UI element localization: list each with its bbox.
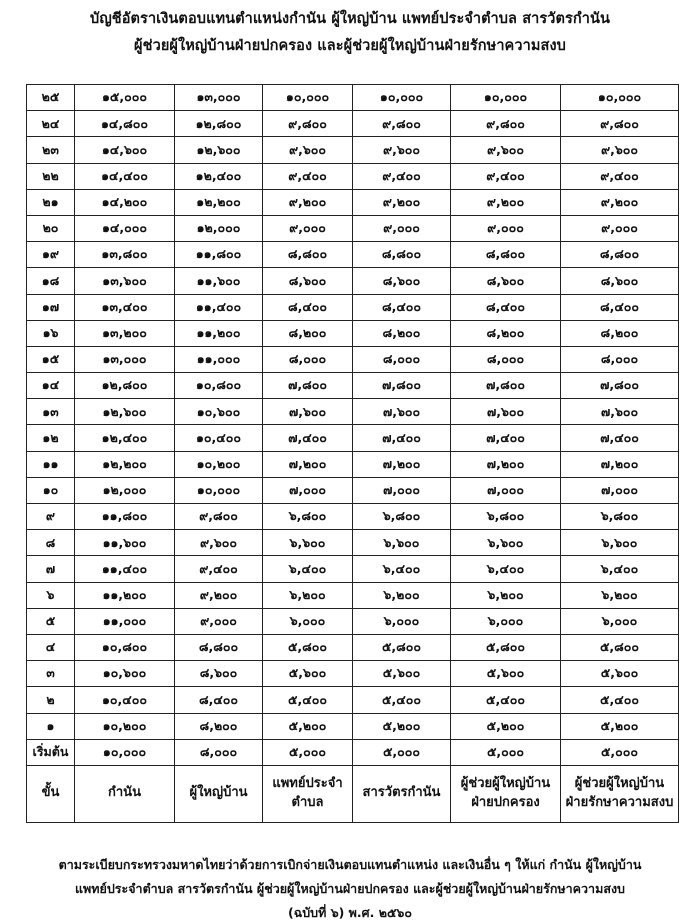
cell-kamnan: ๑๕,๐๐๐ [75, 85, 175, 111]
cell-assistant-admin: ๑๐,๐๐๐ [451, 85, 561, 111]
header-label-line-2: ตำบล [291, 794, 324, 810]
cell-assistant-admin: ๖,๔๐๐ [451, 556, 561, 582]
table-row [27, 687, 679, 713]
cell-assistant-admin: ๕,๔๐๐ [451, 687, 561, 713]
cell-assistant-security: ๗,๖๐๐ [561, 399, 679, 425]
cell-assistant-security: ๖,๐๐๐ [561, 608, 679, 634]
cell-tambon-doctor: ๗,๖๐๐ [263, 399, 353, 425]
cell-assistant-security: ๙,๒๐๐ [561, 189, 679, 215]
cell-step: ๑๐ [27, 477, 75, 503]
cell-tambon-doctor: ๘,๖๐๐ [263, 268, 353, 294]
cell-tambon-doctor: ๙,๖๐๐ [263, 137, 353, 163]
cell-tambon-doctor: ๗,๒๐๐ [263, 451, 353, 477]
table-row [27, 320, 679, 346]
cell-assistant-security: ๘,๐๐๐ [561, 346, 679, 372]
cell-assistant-security: ๖,๖๐๐ [561, 530, 679, 556]
table-row [27, 111, 679, 137]
cell-kamnan-inspector: ๘,๘๐๐ [353, 242, 451, 268]
cell-step: ๑๖ [27, 320, 75, 346]
table-row [27, 399, 679, 425]
table-row [27, 137, 679, 163]
cell-village-head: ๙,๐๐๐ [175, 608, 263, 634]
cell-village-head: ๑๒,๘๐๐ [175, 111, 263, 137]
cell-kamnan: ๑๔,๒๐๐ [75, 189, 175, 215]
cell-kamnan-inspector: ๖,๒๐๐ [353, 582, 451, 608]
cell-village-head: ๑๒,๒๐๐ [175, 189, 263, 215]
cell-kamnan: ๑๑,๐๐๐ [75, 608, 175, 634]
header-label-line-2: ฝ่ายปกครอง [471, 794, 540, 810]
header-label: ผู้ใหญ่บ้าน [189, 785, 248, 801]
cell-assistant-admin: ๙,๒๐๐ [451, 189, 561, 215]
table-row [27, 425, 679, 451]
cell-kamnan-inspector: ๙,๐๐๐ [353, 215, 451, 241]
cell-village-head: ๘,๘๐๐ [175, 634, 263, 660]
cell-kamnan: ๑๔,๘๐๐ [75, 111, 175, 137]
table-row [27, 373, 679, 399]
cell-assistant-admin: ๖,๖๐๐ [451, 530, 561, 556]
cell-kamnan-inspector: ๕,๔๐๐ [353, 687, 451, 713]
cell-kamnan: ๑๑,๒๐๐ [75, 582, 175, 608]
cell-step: ๒๔ [27, 111, 75, 137]
cell-assistant-admin: ๕,๖๐๐ [451, 661, 561, 687]
table-row [27, 477, 679, 503]
cell-kamnan: ๑๔,๔๐๐ [75, 163, 175, 189]
header-assistant-security [561, 765, 679, 822]
cell-kamnan-inspector: ๗,๒๐๐ [353, 451, 451, 477]
cell-kamnan: ๑๓,๔๐๐ [75, 294, 175, 320]
cell-step: ๒ [27, 687, 75, 713]
cell-kamnan-inspector: ๙,๔๐๐ [353, 163, 451, 189]
table-row [27, 215, 679, 241]
cell-assistant-security: ๙,๔๐๐ [561, 163, 679, 189]
cell-village-head: ๑๓,๐๐๐ [175, 85, 263, 111]
cell-assistant-security: ๕,๐๐๐ [561, 739, 679, 765]
cell-kamnan-inspector: ๕,๒๐๐ [353, 713, 451, 739]
cell-tambon-doctor: ๖,๔๐๐ [263, 556, 353, 582]
cell-kamnan: ๑๓,๒๐๐ [75, 320, 175, 346]
cell-assistant-security: ๘,๘๐๐ [561, 242, 679, 268]
cell-step: ๑๒ [27, 425, 75, 451]
cell-tambon-doctor: ๗,๐๐๐ [263, 477, 353, 503]
cell-kamnan: ๑๑,๔๐๐ [75, 556, 175, 582]
table-row [27, 504, 679, 530]
cell-assistant-admin: ๗,๔๐๐ [451, 425, 561, 451]
cell-assistant-security: ๘,๒๐๐ [561, 320, 679, 346]
header-label-line-2: ฝ่ายรักษาความสงบ [565, 794, 674, 810]
cell-kamnan-inspector: ๕,๖๐๐ [353, 661, 451, 687]
cell-assistant-security: ๙,๖๐๐ [561, 137, 679, 163]
table-row [27, 268, 679, 294]
cell-assistant-admin: ๘,๘๐๐ [451, 242, 561, 268]
cell-assistant-admin: ๘,๖๐๐ [451, 268, 561, 294]
cell-step: ๒๓ [27, 137, 75, 163]
cell-kamnan-inspector: ๑๐,๐๐๐ [353, 85, 451, 111]
cell-kamnan: ๑๓,๖๐๐ [75, 268, 175, 294]
cell-village-head: ๑๐,๒๐๐ [175, 451, 263, 477]
cell-kamnan: ๑๐,๘๐๐ [75, 634, 175, 660]
cell-assistant-security: ๖,๘๐๐ [561, 504, 679, 530]
cell-assistant-admin: ๖,๐๐๐ [451, 608, 561, 634]
cell-village-head: ๑๒,๐๐๐ [175, 215, 263, 241]
cell-kamnan-inspector: ๕,๘๐๐ [353, 634, 451, 660]
cell-assistant-admin: ๘,๔๐๐ [451, 294, 561, 320]
table-row [27, 242, 679, 268]
cell-kamnan-inspector: ๖,๐๐๐ [353, 608, 451, 634]
cell-kamnan: ๑๒,๘๐๐ [75, 373, 175, 399]
cell-assistant-admin: ๖,๒๐๐ [451, 582, 561, 608]
table-body [27, 85, 679, 823]
cell-village-head: ๘,๖๐๐ [175, 661, 263, 687]
cell-tambon-doctor: ๖,๒๐๐ [263, 582, 353, 608]
table-row [27, 451, 679, 477]
cell-kamnan-inspector: ๘,๔๐๐ [353, 294, 451, 320]
header-step [27, 765, 75, 822]
table-row [27, 346, 679, 372]
footer-line-1: ตามระเบียบกระทรวงมหาดไทยว่าด้วยการเบิกจ่ายเงินตอบแทนตำแหน่ง และเงินอื่น ๆ ให้แก่ กำนัน ผู้ใหญ่บ้าน [58, 857, 642, 872]
cell-kamnan-inspector: ๘,๖๐๐ [353, 268, 451, 294]
header-village-head [175, 765, 263, 822]
cell-assistant-admin: ๙,๖๐๐ [451, 137, 561, 163]
cell-kamnan: ๑๒,๒๐๐ [75, 451, 175, 477]
cell-step: ๑๗ [27, 294, 75, 320]
cell-tambon-doctor: ๖,๐๐๐ [263, 608, 353, 634]
cell-step: ๘ [27, 530, 75, 556]
cell-village-head: ๑๐,๘๐๐ [175, 373, 263, 399]
cell-village-head: ๙,๘๐๐ [175, 504, 263, 530]
cell-village-head: ๙,๖๐๐ [175, 530, 263, 556]
cell-step: ๖ [27, 582, 75, 608]
cell-village-head: ๑๑,๐๐๐ [175, 346, 263, 372]
cell-assistant-admin: ๕,๒๐๐ [451, 713, 561, 739]
cell-tambon-doctor: ๙,๒๐๐ [263, 189, 353, 215]
cell-assistant-admin: ๗,๘๐๐ [451, 373, 561, 399]
cell-assistant-admin: ๗,๒๐๐ [451, 451, 561, 477]
cell-assistant-security: ๕,๖๐๐ [561, 661, 679, 687]
cell-assistant-admin: ๙,๔๐๐ [451, 163, 561, 189]
cell-kamnan: ๑๐,๐๐๐ [75, 739, 175, 765]
header-label: ขั้น [41, 785, 60, 801]
cell-tambon-doctor: ๘,๔๐๐ [263, 294, 353, 320]
cell-kamnan-inspector: ๖,๔๐๐ [353, 556, 451, 582]
cell-kamnan: ๑๐,๒๐๐ [75, 713, 175, 739]
cell-tambon-doctor: ๖,๖๐๐ [263, 530, 353, 556]
cell-step: ๒๒ [27, 163, 75, 189]
cell-village-head: ๑๑,๖๐๐ [175, 268, 263, 294]
cell-kamnan: ๑๔,๐๐๐ [75, 215, 175, 241]
header-label: ผู้ช่วยผู้ใหญ่บ้าน [574, 776, 665, 792]
cell-step: ๗ [27, 556, 75, 582]
cell-step: ๑๕ [27, 346, 75, 372]
header-label: ผู้ช่วยผู้ใหญ่บ้าน [460, 776, 551, 792]
cell-kamnan: ๑๐,๖๐๐ [75, 661, 175, 687]
header-kamnan [75, 765, 175, 822]
cell-kamnan-inspector: ๘,๐๐๐ [353, 346, 451, 372]
cell-village-head: ๑๐,๐๐๐ [175, 477, 263, 503]
cell-assistant-security: ๗,๒๐๐ [561, 451, 679, 477]
cell-kamnan: ๑๑,๘๐๐ [75, 504, 175, 530]
header-tambon-doctor [263, 765, 353, 822]
cell-step: ๓ [27, 661, 75, 687]
cell-assistant-admin: ๗,๐๐๐ [451, 477, 561, 503]
cell-kamnan: ๑๒,๐๐๐ [75, 477, 175, 503]
cell-tambon-doctor: ๕,๘๐๐ [263, 634, 353, 660]
table-row [27, 85, 679, 111]
cell-assistant-security: ๕,๘๐๐ [561, 634, 679, 660]
cell-village-head: ๑๐,๖๐๐ [175, 399, 263, 425]
cell-assistant-security: ๖,๔๐๐ [561, 556, 679, 582]
cell-step: ๑๑ [27, 451, 75, 477]
cell-village-head: ๘,๐๐๐ [175, 739, 263, 765]
cell-kamnan-inspector: ๗,๐๐๐ [353, 477, 451, 503]
cell-step: ๑๓ [27, 399, 75, 425]
cell-kamnan: ๑๔,๖๐๐ [75, 137, 175, 163]
header-label: กำนัน [108, 785, 141, 801]
table-row [27, 163, 679, 189]
cell-tambon-doctor: ๕,๔๐๐ [263, 687, 353, 713]
cell-assistant-security: ๑๐,๐๐๐ [561, 85, 679, 111]
cell-assistant-security: ๕,๒๐๐ [561, 713, 679, 739]
cell-kamnan-inspector: ๙,๖๐๐ [353, 137, 451, 163]
cell-assistant-security: ๗,๐๐๐ [561, 477, 679, 503]
cell-tambon-doctor: ๕,๒๐๐ [263, 713, 353, 739]
cell-assistant-security: ๗,๘๐๐ [561, 373, 679, 399]
cell-assistant-security: ๕,๔๐๐ [561, 687, 679, 713]
cell-kamnan-inspector: ๗,๘๐๐ [353, 373, 451, 399]
cell-step: ๔ [27, 634, 75, 660]
cell-village-head: ๙,๔๐๐ [175, 556, 263, 582]
footer-line-2: แพทย์ประจำตำบล สารวัตรกำนัน ผู้ช่วยผู้ใหญ่บ้านฝ่ายปกครอง และผู้ช่วยผู้ใหญ่บ้านฝ่ายรักษาความสงบ [75, 881, 625, 896]
cell-village-head: ๑๐,๔๐๐ [175, 425, 263, 451]
cell-kamnan: ๑๑,๖๐๐ [75, 530, 175, 556]
table-row [27, 634, 679, 660]
cell-assistant-security: ๘,๖๐๐ [561, 268, 679, 294]
cell-tambon-doctor: ๙,๘๐๐ [263, 111, 353, 137]
cell-kamnan-inspector: ๗,๔๐๐ [353, 425, 451, 451]
cell-kamnan-inspector: ๗,๖๐๐ [353, 399, 451, 425]
cell-tambon-doctor: ๗,๘๐๐ [263, 373, 353, 399]
cell-assistant-admin: ๖,๘๐๐ [451, 504, 561, 530]
header-kamnan-inspector [353, 765, 451, 822]
cell-kamnan: ๑๓,๘๐๐ [75, 242, 175, 268]
cell-village-head: ๘,๔๐๐ [175, 687, 263, 713]
document-title-line-1: บัญชีอัตราเงินตอบแทนตำแหน่งกำนัน ผู้ใหญ่บ้าน แพทย์ประจำตำบล สารวัตรกำนัน [90, 11, 610, 27]
header-label: แพทย์ประจำ [272, 776, 343, 792]
table-row [27, 661, 679, 687]
footer-line-3: (ฉบับที่ ๖) พ.ศ. ๒๕๖๐ [288, 905, 412, 920]
cell-step: ๑๔ [27, 373, 75, 399]
table-row [27, 608, 679, 634]
cell-tambon-doctor: ๙,๐๐๐ [263, 215, 353, 241]
cell-assistant-security: ๖,๒๐๐ [561, 582, 679, 608]
header-assistant-admin [451, 765, 561, 822]
cell-kamnan-inspector: ๕,๐๐๐ [353, 739, 451, 765]
cell-village-head: ๑๒,๔๐๐ [175, 163, 263, 189]
cell-step: ๒๐ [27, 215, 75, 241]
pay-rate-table [26, 84, 679, 823]
cell-village-head: ๑๒,๖๐๐ [175, 137, 263, 163]
cell-tambon-doctor: ๕,๐๐๐ [263, 739, 353, 765]
cell-village-head: ๙,๒๐๐ [175, 582, 263, 608]
cell-step: ๙ [27, 504, 75, 530]
cell-kamnan-inspector: ๘,๒๐๐ [353, 320, 451, 346]
cell-tambon-doctor: ๘,๐๐๐ [263, 346, 353, 372]
cell-kamnan: ๑๐,๔๐๐ [75, 687, 175, 713]
table-row [27, 294, 679, 320]
cell-tambon-doctor: ๗,๔๐๐ [263, 425, 353, 451]
cell-assistant-security: ๙,๘๐๐ [561, 111, 679, 137]
table-row [27, 189, 679, 215]
cell-assistant-security: ๘,๔๐๐ [561, 294, 679, 320]
cell-kamnan: ๑๒,๖๐๐ [75, 399, 175, 425]
cell-tambon-doctor: ๘,๘๐๐ [263, 242, 353, 268]
cell-assistant-admin: ๕,๐๐๐ [451, 739, 561, 765]
cell-tambon-doctor: ๕,๖๐๐ [263, 661, 353, 687]
cell-tambon-doctor: ๙,๔๐๐ [263, 163, 353, 189]
cell-assistant-admin: ๙,๘๐๐ [451, 111, 561, 137]
cell-step: ๒๕ [27, 85, 75, 111]
cell-kamnan-inspector: ๙,๘๐๐ [353, 111, 451, 137]
table-row [27, 739, 679, 765]
cell-kamnan-inspector: ๖,๖๐๐ [353, 530, 451, 556]
cell-step: ๑ [27, 713, 75, 739]
cell-tambon-doctor: ๖,๘๐๐ [263, 504, 353, 530]
table-header-row [27, 765, 679, 822]
cell-step: ๕ [27, 608, 75, 634]
cell-village-head: ๘,๒๐๐ [175, 713, 263, 739]
cell-step: เริ่มต้น [27, 739, 75, 765]
header-label: สารวัตรกำนัน [362, 785, 441, 801]
cell-kamnan: ๑๓,๐๐๐ [75, 346, 175, 372]
cell-assistant-admin: ๙,๐๐๐ [451, 215, 561, 241]
table-row [27, 713, 679, 739]
cell-assistant-admin: ๗,๖๐๐ [451, 399, 561, 425]
cell-kamnan-inspector: ๖,๘๐๐ [353, 504, 451, 530]
cell-tambon-doctor: ๘,๒๐๐ [263, 320, 353, 346]
cell-step: ๒๑ [27, 189, 75, 215]
document-title-line-2: ผู้ช่วยผู้ใหญ่บ้านฝ่ายปกครอง และผู้ช่วยผู้ใหญ่บ้านฝ่ายรักษาความสงบ [134, 38, 566, 54]
cell-assistant-admin: ๘,๐๐๐ [451, 346, 561, 372]
cell-village-head: ๑๑,๔๐๐ [175, 294, 263, 320]
cell-village-head: ๑๑,๒๐๐ [175, 320, 263, 346]
cell-assistant-admin: ๘,๒๐๐ [451, 320, 561, 346]
cell-assistant-security: ๙,๐๐๐ [561, 215, 679, 241]
cell-assistant-admin: ๕,๘๐๐ [451, 634, 561, 660]
cell-tambon-doctor: ๑๐,๐๐๐ [263, 85, 353, 111]
cell-step: ๑๘ [27, 268, 75, 294]
cell-village-head: ๑๑,๘๐๐ [175, 242, 263, 268]
cell-kamnan: ๑๒,๔๐๐ [75, 425, 175, 451]
table-row [27, 530, 679, 556]
cell-kamnan-inspector: ๙,๒๐๐ [353, 189, 451, 215]
table-row [27, 582, 679, 608]
cell-step: ๑๙ [27, 242, 75, 268]
cell-assistant-security: ๗,๔๐๐ [561, 425, 679, 451]
table-row [27, 556, 679, 582]
